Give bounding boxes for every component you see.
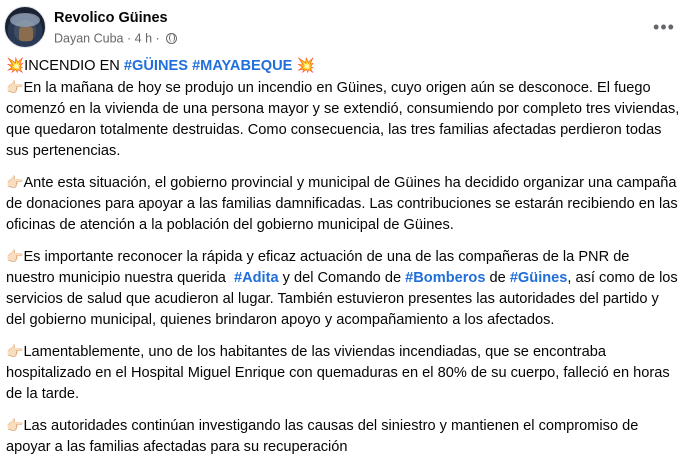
paragraph-4 [6,341,680,405]
pointing-hand-icon: 👉🏻 [6,248,24,264]
group-avatar[interactable] [4,6,46,48]
paragraph-3-text-b: y del Comando de [282,270,402,286]
pointing-hand-icon: 👉🏻 [6,417,24,433]
title-text: INCENDIO EN [24,58,120,74]
more-options-button[interactable]: ••• [653,17,675,37]
paragraph-3-text-c: de [489,270,506,286]
paragraph-5-text: Las autoridades continúan investigando las causas del siniestro y mantienen el compromiso de apoyar a las familias afectadas para su recuperación [6,418,639,455]
paragraph-3-text-d: , así como de los servicios de salud que acudieron al lugar. También estuvieron presentes las autoridades del partido y del gobierno municipal, quienes brindaron apoyo y acompañamiento a los afectados. [6,270,678,328]
group-name-link[interactable]: Revolico Güines [54,10,168,26]
hashtag-mayabeque[interactable]: #MAYABEQUE [192,58,293,74]
globe-icon [166,33,177,44]
paragraph-5 [6,415,680,458]
collision-emoji-icon: 💥 [6,58,25,74]
paragraph-2-text: Ante esta situación, el gobierno provincial y municipal de Güines ha decidido organizar una campaña de donaciones para apoyar a las familias damnificadas. Las contribuciones se estarán recibiendo en las oficinas de atención a la población del gobierno municipal de Güines. [6,175,678,233]
paragraph-1-text: En la mañana de hoy se produjo un incendio en Güines, cuyo origen aún se desconoce. El fuego comenzó en la vivienda de una persona mayor y se extendió, consumiendo por completo tres viviendas, que quedaron totalmente destruidas. Como consecuencia, las tres familias afectadas perdieron todas sus pertenencias. [6,80,680,159]
hashtag-guines-2[interactable]: #Güines [509,270,568,286]
hashtag-adita[interactable]: #Adita [233,270,279,286]
post-time[interactable]: 4 h [134,31,153,46]
meta-separator: · [126,31,132,46]
post-header [4,6,686,50]
collision-emoji-icon-end: 💥 [296,58,315,74]
paragraph-3-text-a: Es importante reconocer la rápida y eficaz actuación de una de las compañeras de la PNR de nuestro municipio nuestra querida [6,249,630,286]
pointing-hand-icon: 👉🏻 [6,174,24,190]
paragraph-3 [6,246,680,331]
hashtag-guines[interactable]: #GÜINES [123,58,188,74]
pointing-hand-icon: 👉🏻 [6,79,24,95]
post-body [6,56,680,468]
hashtag-bomberos[interactable]: #Bomberos [405,270,486,286]
paragraph-1 [6,77,680,162]
author-link[interactable]: Dayan Cuba [54,31,124,46]
post-title [6,56,680,77]
paragraph-4-text: Lamentablemente, uno de los habitantes de las viviendas incendiadas, que se encontraba hospitalizado en el Hospital Miguel Enrique con quemaduras en el 80% de su cuerpo, falleció en horas de la tarde. [6,344,670,402]
meta-separator-2: · [155,31,160,46]
pointing-hand-icon: 👉🏻 [6,343,24,359]
post-meta [54,31,177,46]
paragraph-2 [6,172,680,236]
